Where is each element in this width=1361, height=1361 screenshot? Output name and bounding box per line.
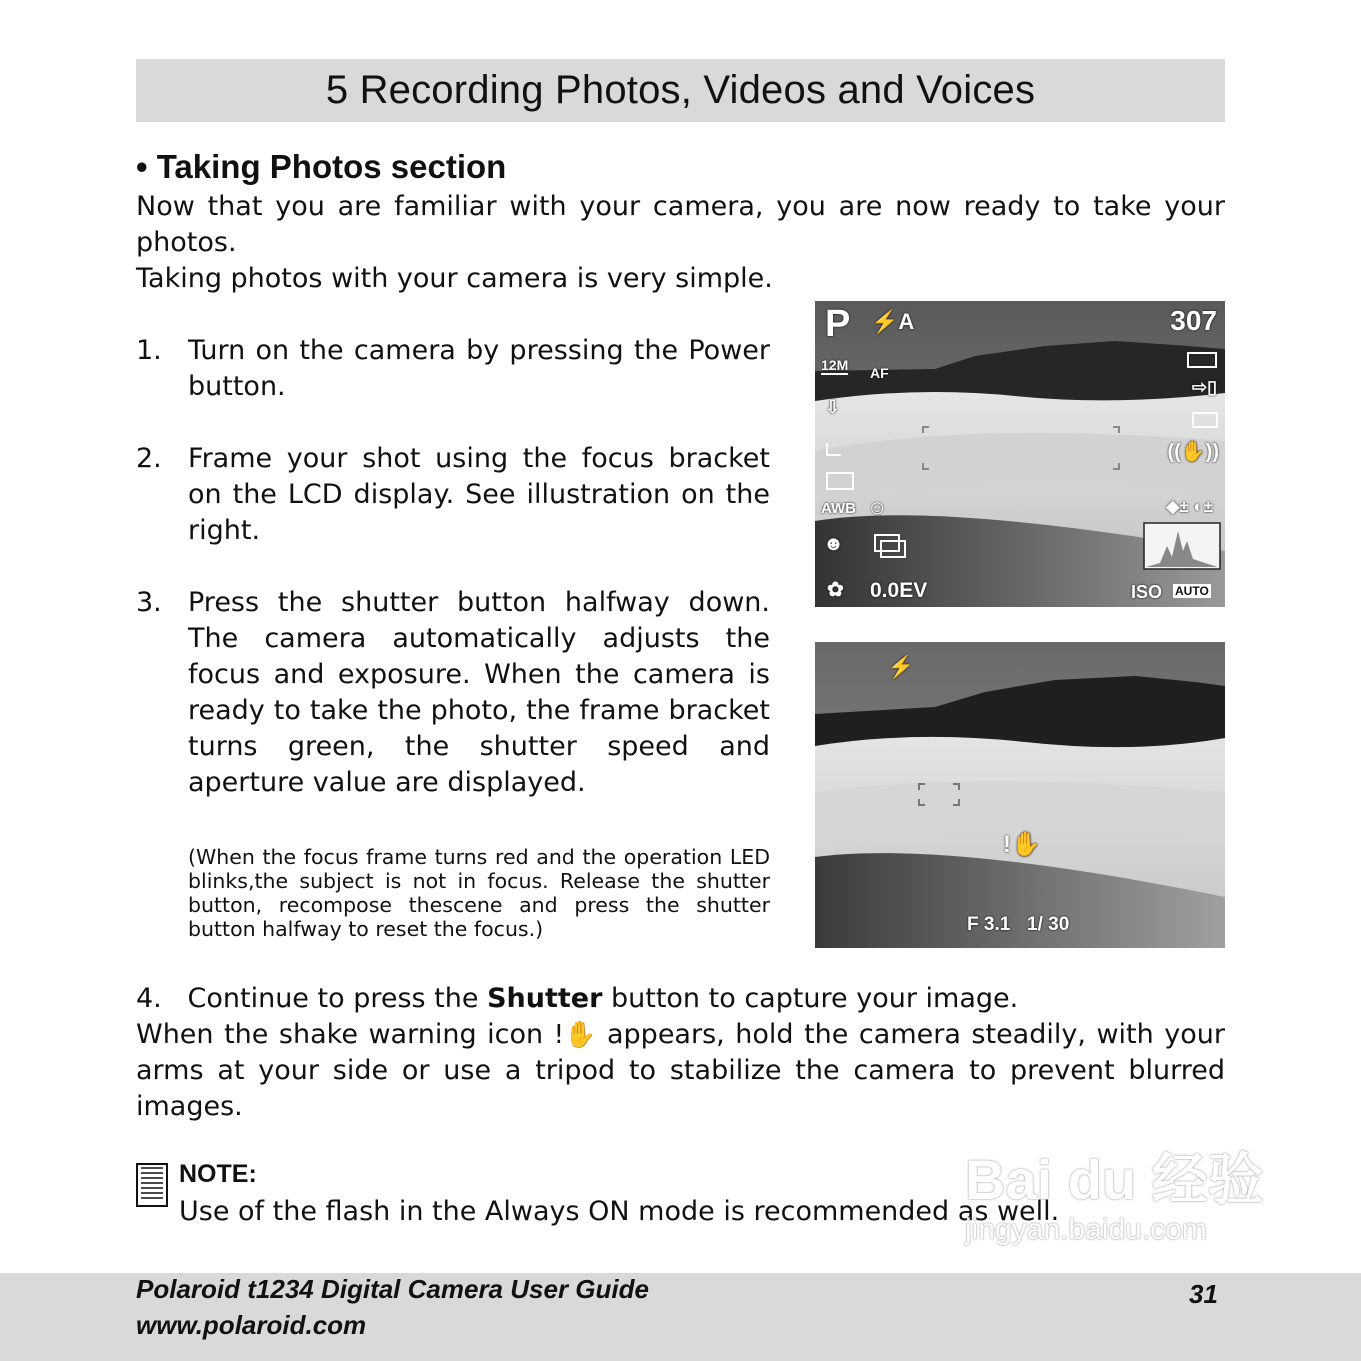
shake-text-before: When the shake warning icon	[136, 1019, 554, 1050]
sharpness-contrast-icon: ◆± ◐±	[1166, 497, 1213, 516]
histogram-box	[1144, 523, 1220, 569]
lcd-scene-2	[815, 642, 1225, 948]
focus-note: (When the focus frame turns red and the operation LED blinks,the subject is not in focus. Release the shutter button, recompose thescene and press the shutter button halfway to reset the focus.)	[188, 845, 770, 941]
note-text: Use of the flash in the Always ON mode is recommended as well.	[179, 1196, 1060, 1227]
footer-url: www.polaroid.com	[136, 1310, 367, 1340]
page-number: 31	[1189, 1279, 1218, 1309]
step-1	[136, 333, 770, 413]
exposure-value: 0.0EV	[870, 579, 928, 602]
shooting-mode: P	[825, 303, 851, 345]
step-number: 2.	[136, 443, 162, 474]
step-4	[136, 981, 1225, 1125]
step-text: Frame your shot using the focus bracket on the LCD display. See illustration on the right.	[188, 443, 770, 546]
shake-text-after: appears, hold the camera steadily, with your arms at your side or use a tripod to stabilize the camera to prevent blurred images.	[136, 1019, 1225, 1122]
chapter-title: 5 Recording Photos, Videos and Voices	[325, 68, 1036, 112]
step-3	[136, 585, 770, 805]
shutter-speed-value: 1/ 30	[1027, 914, 1070, 935]
aperture-value: F 3.1	[967, 914, 1011, 935]
step-4-text-before: Continue to press the	[187, 983, 488, 1014]
step-2	[136, 441, 770, 551]
shake-warning-icon: !✋	[1003, 831, 1041, 858]
intro-line-2: Taking photos with your camera is very simple.	[136, 263, 773, 294]
white-balance-icon: AWB	[821, 500, 856, 517]
step-text: Press the shutter button halfway down. The camera automatically adjusts the focus and exposure. When the camera is ready to take the photo, the frame bracket turns green, the shutter speed and aperture value are displayed.	[188, 587, 770, 798]
step-4-line	[136, 981, 1225, 1017]
chapter-title-bar	[136, 59, 1225, 122]
baidu-watermark	[965, 1150, 1264, 1250]
notepad-icon	[135, 1162, 169, 1208]
iso-value: AUTO	[1175, 584, 1209, 598]
section-heading: • Taking Photos section	[136, 148, 507, 185]
macro-icon: ✿	[827, 579, 844, 601]
step-4-text-after: button to capture your image.	[602, 983, 1019, 1014]
note-label: NOTE:	[179, 1160, 257, 1188]
step-number: 1.	[136, 335, 162, 366]
step-text: Turn on the camera by pressing the Power button.	[188, 335, 770, 402]
intro-paragraph	[136, 189, 1225, 297]
iso-label: ISO	[1131, 582, 1163, 602]
self-timer-icon: ☻	[823, 533, 845, 555]
flash-auto-icon: ⚡A	[871, 309, 915, 334]
storage-icon: ⇨▯	[1192, 377, 1217, 397]
step-number: 4.	[136, 983, 162, 1014]
quality-icon: ⇩	[825, 397, 841, 417]
lcd-illustration-focused	[815, 642, 1225, 948]
lcd-scene-1	[815, 301, 1225, 607]
stabilizer-icon: ((✋))	[1167, 441, 1219, 463]
shutter-label: Shutter	[487, 983, 603, 1014]
shake-warning-inline-icon: !✋	[553, 1020, 597, 1050]
flash-icon: ⚡	[887, 654, 915, 679]
watermark-url: jingyan.baidu.com	[965, 1213, 1207, 1246]
af-icon: AF	[870, 365, 889, 381]
resolution-icon: 12M	[821, 357, 849, 373]
shots-remaining: 307	[1170, 305, 1217, 336]
lcd-illustration-full	[815, 301, 1225, 607]
step-number: 3.	[136, 587, 162, 618]
intro-line-1: Now that you are familiar with your camera, you are now ready to take your photos.	[136, 191, 1225, 258]
footer-guide-title: Polaroid t1234 Digital Camera User Guide	[136, 1274, 649, 1304]
face-detect-icon: ☺	[867, 497, 888, 519]
shake-warning-paragraph	[136, 1017, 1225, 1125]
watermark-brand: Bai du 经验	[965, 1148, 1264, 1211]
